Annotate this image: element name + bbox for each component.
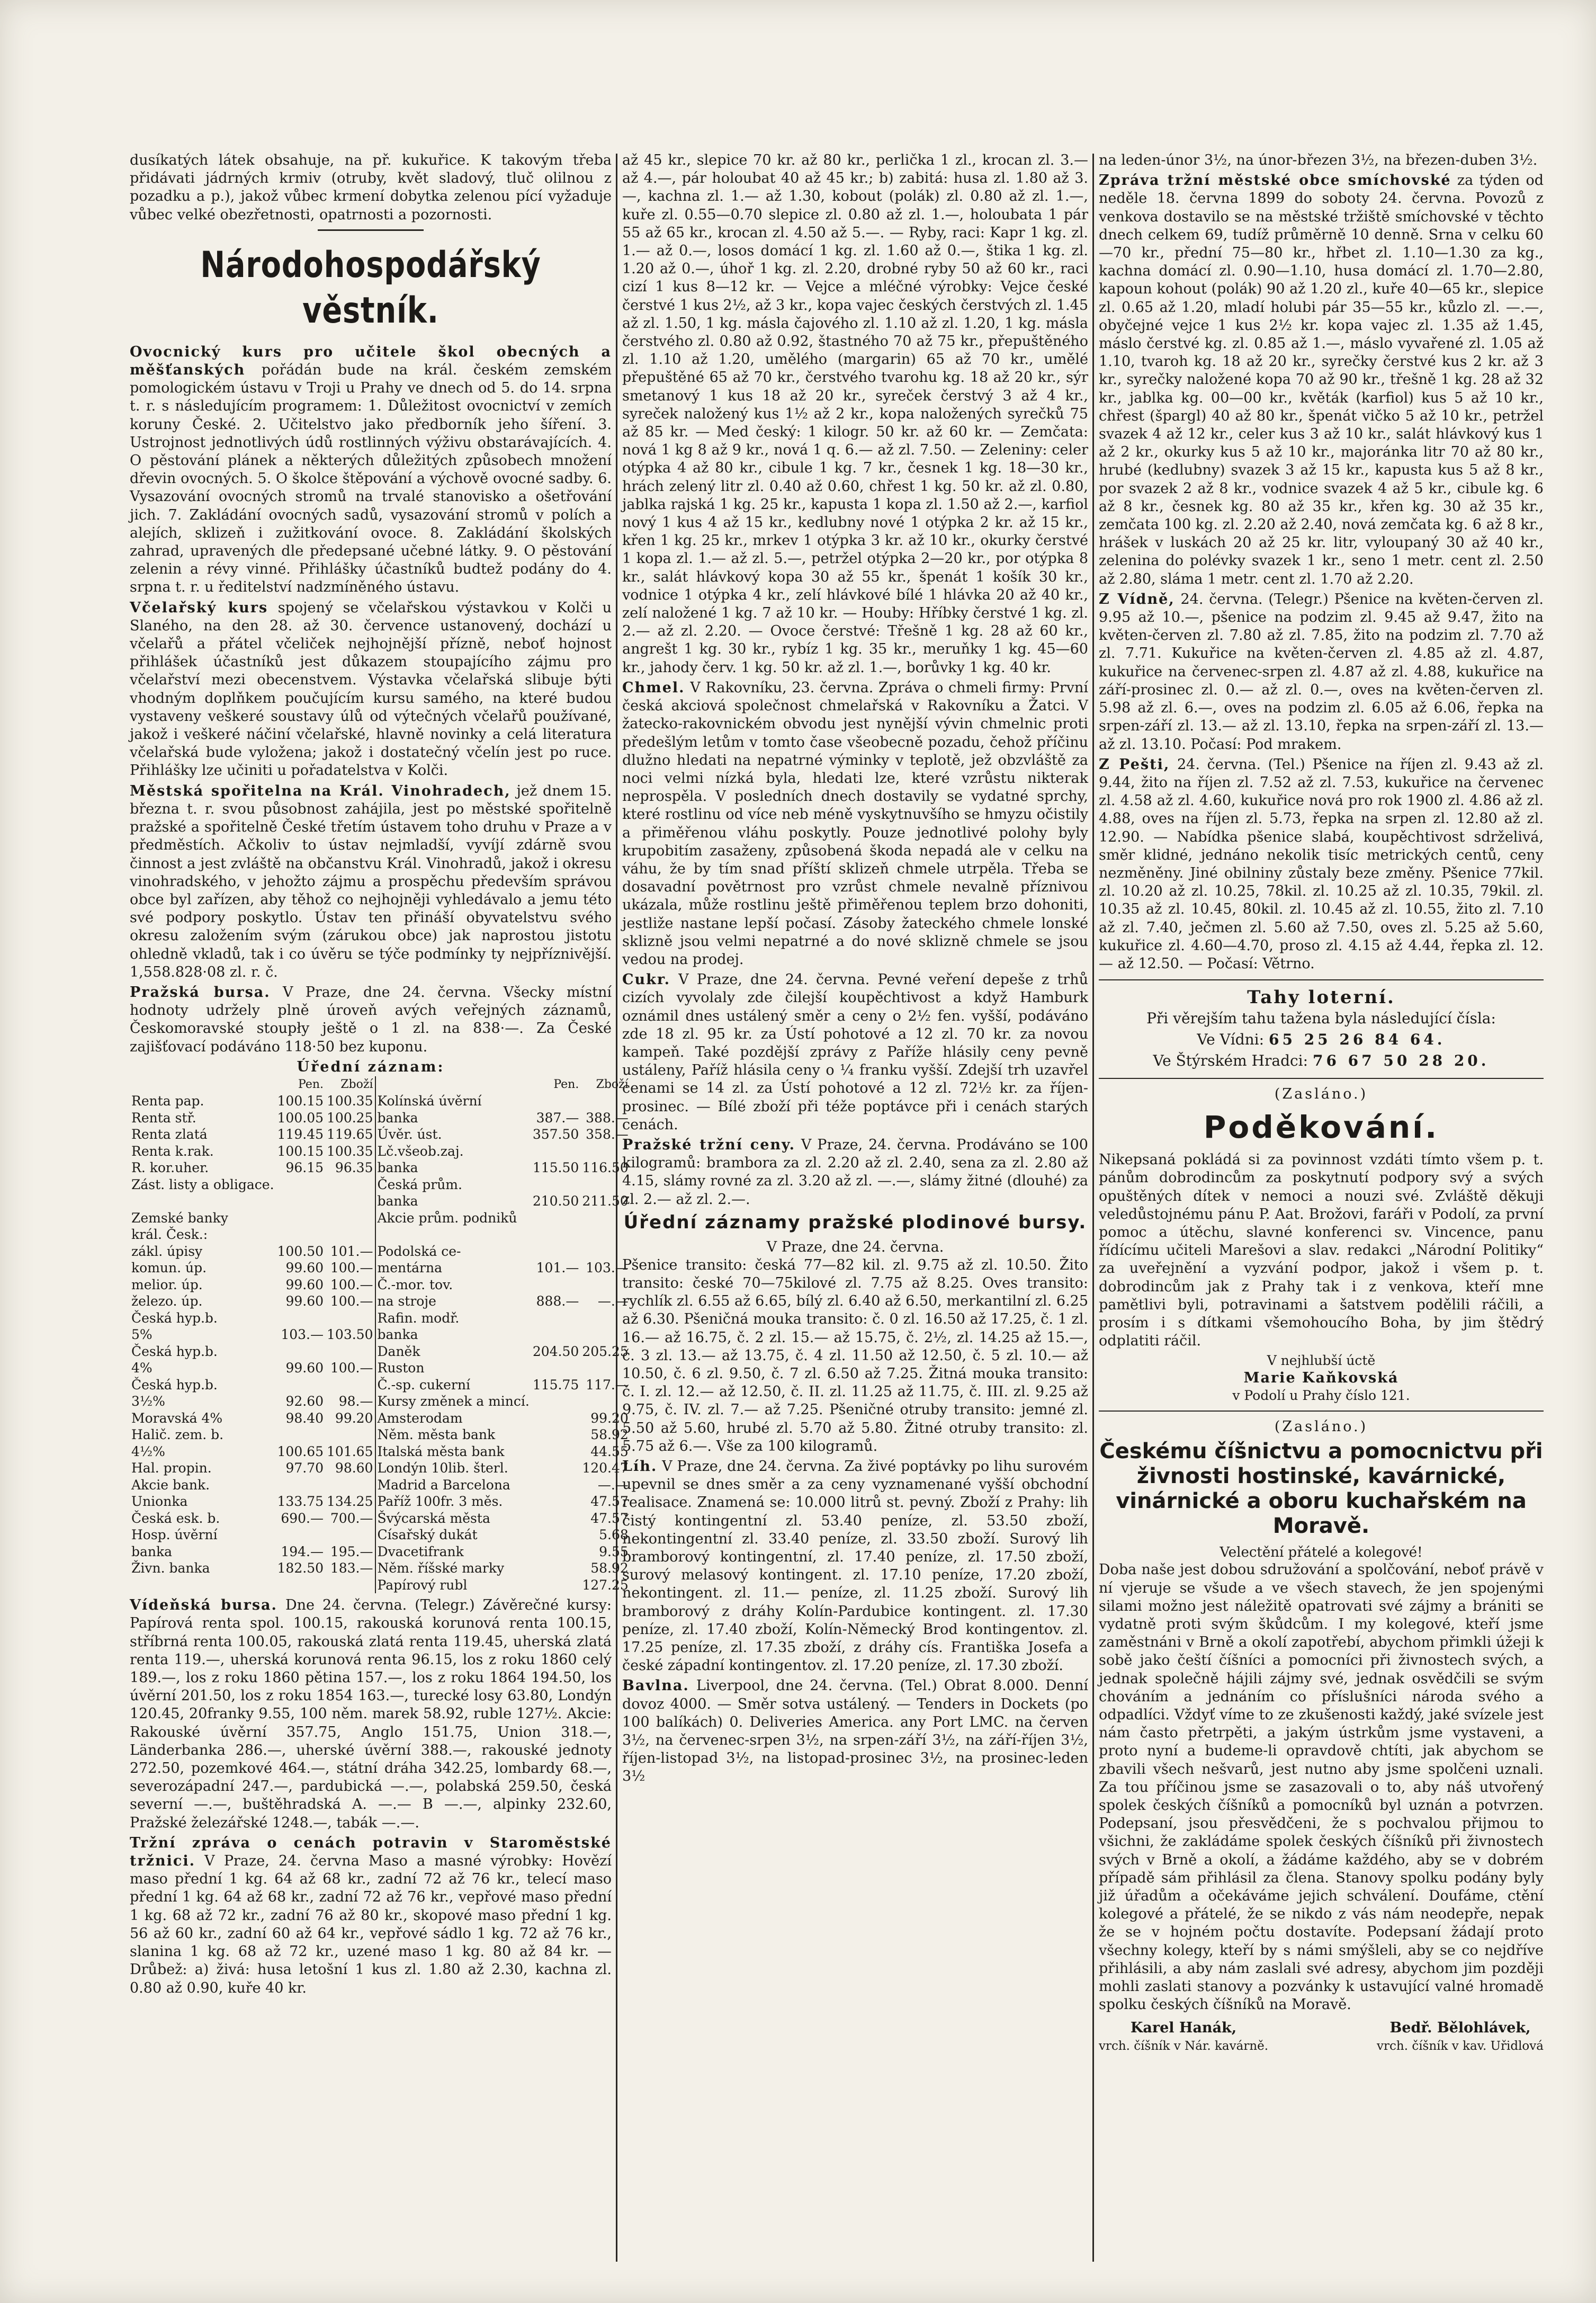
table-cell: 194.— [281, 1543, 324, 1559]
table-cell [531, 1577, 580, 1594]
table-cell: král. Česk.: [131, 1227, 208, 1243]
table-row [130, 1577, 630, 1594]
table-cell: 211.50 [582, 1193, 629, 1209]
table-title: Úřední záznam: [297, 1058, 445, 1075]
article-heading: Ovocnický kurs pro učitele škol obecných a měšťanských [130, 343, 612, 379]
table-row [130, 1477, 630, 1494]
table-cell [276, 1343, 325, 1360]
table-cell [531, 1477, 580, 1494]
table-cell [531, 1393, 580, 1410]
table-cell [531, 1443, 580, 1460]
table-row [130, 1110, 630, 1127]
table-cell [276, 1527, 325, 1543]
table-cell: 103.50 [327, 1327, 373, 1343]
table-row [130, 1493, 630, 1510]
intro-paragraph: dusíkatých látek obsahuje, na př. kukuřice. K takovým třeba přidávati jádrných krmiv (otruby, květ sladový, tluč olilnou z pozadku a p.), jakož vůbec krmení dobytka zelenou pící vyžaduje vůbec velké obezřetnosti, opatrnosti a pozornosti. [130, 152, 612, 223]
table-cell: 127.25 [582, 1577, 629, 1593]
table-row [130, 1510, 630, 1527]
table-cell: banka [375, 1110, 531, 1127]
table-cell: 98.60 [335, 1460, 373, 1476]
table-cell: 47.57 [590, 1494, 629, 1510]
table-cell: banka [131, 1543, 173, 1559]
lottery-box [1099, 987, 1544, 1072]
table-row [130, 1193, 630, 1210]
table-cell: 44.55 [590, 1443, 629, 1459]
table-cell: 210.50 [532, 1193, 579, 1209]
table-cell [276, 1193, 325, 1210]
article-heading: Městská spořitelna na Král. Vinohradech, [130, 782, 511, 799]
table-row [130, 1176, 630, 1193]
article-heading: Bavlna. [622, 1677, 689, 1694]
table-cell: Česká hyp.b. [131, 1310, 218, 1326]
table-cell: 120.47 [582, 1460, 629, 1476]
table-row [130, 1426, 630, 1443]
table-cell: 358.— [586, 1127, 629, 1142]
article-heading: Chmel. [622, 679, 685, 696]
exchange-rates-table [130, 1076, 630, 1594]
table-cell: 387.— [536, 1110, 579, 1126]
table-cell: 96.15 [285, 1160, 324, 1176]
table-row [130, 1360, 630, 1377]
table-cell: Hal. propin. [131, 1460, 212, 1476]
table-cell: Živn. banka [131, 1560, 210, 1576]
table-row [130, 1277, 630, 1293]
table-cell: 700.— [330, 1510, 373, 1526]
table-row [130, 1243, 630, 1260]
market-prices-continued: až 45 kr., slepice 70 kr. až 80 kr., perlička 1 zl., krocan zl. 3.— až 4.—, pár holoubat 40 až 45 kr.; b) zabitá: husa zl. 1.80 až 3.—, kachna zl. 1.— až 1.30, kobout (polák) zl. 0.80 až zl. 1.—, kuře zl. 0.55—0.70 slepice zl. 0.80 až zl. 1.—, holoubata 1 pár 55 až 65 kr., krocan zl. 4.50 až 5.—. — Ryby, raci: Kapr 1 kg. zl. 1.— až 0.—, losos domácí 1 kg. zl. 1.60 až 0.—, štika 1 kg. zl. 1.20 až 0.—, úhoř 1 kg. zl. 2.20, drobné ryby 50 až 60 kr., raci cizí 1 kus 8—12 kr. — Vejce a mléčné výrobky: Vejce české čerstvé 1 kus 2½, až 3 kr., kopa vajec českých čerstvých zl. 1.45 až zl. 1.50, 1 kg. másla čajového zl. 1.10 až zl. 1.20, 1 kg. másla čerstvého zl. 0.80 až 0.92, štastného 70 až 75 kr., přepuštěného zl. 1.10 až 1.20, umělého (margarin) 65 až 70 kr., umělé přepuštěné 65 až 70 kr., čerstvého tvarohu kg. 18 až 20 kr., sýr smetanový 1 kus 18 až 20 kr., syreček čerstvý 3 až 4 kr., syreček naložený kus 1½ až 2 kr., kopa naložených syrečků 75 až 85 kr. — Med český: 1 kilogr. 50 kr. až 60 kr. — Zemčata: nová 1 kg 8 až 9 kr., nová 1 q. 6.— až zl. 7.50. — Zeleniny: celer otýpka 4 až 80 kr., cibule 1 kg. 7 kr., česnek 1 kg. 18—30 kr., hrách zelený litr zl. 0.40 až 0.60, chřest 1 kg. 50 kr. až zl. 0.80, jablka rajská 1 kg. 25 kr., kapusta 1 kopa zl. 1.50 až 2.—, karfiol nový 1 kus 4 až 15 kr., kedlubny nové 1 otýpka 2 kr. až 15 kr., křen 1 kg. 25 kr., mrkev 1 otýpka 3 kr. až 10 kr., okurky čerstvé 1 kopa zl. 1.— až zl. 5.—, petržel otýpka 2—20 kr., por otýpka 8 kr., salát hlávkový kopa 30 až 55 kr., špenát 1 košík 30 kr., vodnice 1 otýpka 4 kr., zelí hlávkové bílé 1 hlávka 20 až 40 kr., zelí naložené 1 kg. 7 až 10 kr. — Houby: Hříbky čerstvé 1 kg. zl. 2.— až zl. 2.20. — Ovoce čerstvé: Třešně 1 kg. 28 až 60 kr., angrešt 1 kg. 30 kr., rybíz 1 kg. 35 kr., meruňky 1 kg. 45—60 kr., jahody červ. 1 kg. 50 kr. až zl. 1.—, borůvky 1 kg. 40 kr. [622, 152, 1088, 676]
article-heading: Líh. [622, 1458, 658, 1475]
table-cell [276, 1226, 325, 1243]
table-cell [130, 1577, 276, 1594]
table-cell [531, 1510, 580, 1527]
column-header: Zboží [596, 1077, 629, 1091]
table-cell [531, 1410, 580, 1427]
lottery-label: Ve Štýrském Hradci: [1153, 1052, 1308, 1070]
table-cell: 100.25 [327, 1110, 373, 1126]
table-cell: na stroje [375, 1293, 531, 1310]
table-cell: Kolínská úvěrní [375, 1093, 531, 1110]
table-cell: 205.25 [582, 1343, 629, 1359]
table-cell: Švýcarská města [375, 1510, 531, 1527]
column-rule [1092, 154, 1094, 2262]
table-row [130, 1326, 630, 1343]
table-cell: Amsterodam [375, 1410, 531, 1427]
article-market-report [130, 1834, 612, 1997]
table-cell: 115.75 [532, 1377, 579, 1392]
table-cell: 100.65 [277, 1443, 324, 1459]
article-body: jež dnem 15. března t. r. svou působnost zahájila, jest po městské spořitelně pražské a spořitelně České třetím ústavem toho druhu v Praze a v předměstích. Ačkoliv to ústav nejmladší, vyvíjí zdárně svou činnost a jest zvláště na občanstvu Král. Vinohradů, jakož i okresu vinohradského, v jehožto zájmu a prospěchu především správou obce byl zařízen, aby těhož co nejhojněji vyhledávalo a jemu této své podpory poskytlo. Ústav ten přináší obyvatelstvu svého okresu založením svým (zárukou obce) jak naprostou jistotu ohledně vkladů, tak i co úvěru se týče podmínky ty nejpříznivější. 1,558.828·08 zl. r. č. [130, 782, 612, 980]
article-body: Liverpool, dne 24. června. (Tel.) Obrat 8.000. Denní dovoz 4000. — Směr sotva ustálený. — Tenders in Dockets (po 100 balíkách) 0. Deliveries America. any Port LMC. na červen 3½, na červenec-srpen 3½, na srpen-září 3½, na září-říjen 3½, říjen-listopad 3½, na listopad-prosinec 3½, na prosinec-leden 3½ [622, 1677, 1088, 1785]
table-row [130, 1310, 630, 1327]
article-grain-exchange: Pšenice transito: česká 77—82 kil. zl. 9.75 až zl. 10.50. Žito transito: české 70—75kilové zl. 7.75 až 8.25. Oves transito: rychlík zl. 6.55 až 6.65, bílý zl. 6.40 až 6.50, merkantilní zl. 6.25 až 6.30. Pšeničná mouka transito: č. 0 zl. 16.50 až 17.25, č. 1 zl. 16.— až 16.75, č. 2 zl. 15.— až 15.75, č. 2½, zl. 14.25 až 15.—, č. 3 zl. 13.— až 13.75, č. 4 zl. 11.50 až 12.50, č. 5 zl. 10.— až 10.50, č. 6 zl. 9.50, č. 7 zl. 6.50 až 7.25. Žitná mouka transito: č. I. zl. 12.— až 12.50, č. II. zl. 11.25 až 11.75, č. III. zl. 9.25 až 9.75, č. IV. zl. 7.— až 7.25. Pšeničné otruby transito: jemné zl. 5.50 až 5.60, hrubé zl. 5.70 až 5.80. Žitné otruby transito: zl. 5.75 až 6.—. Vše za 100 kilogramů. [622, 1256, 1088, 1454]
column-3 [1099, 151, 1544, 2265]
article-heading: Úřední záznamy pražské plodinové bursy. [623, 1211, 1087, 1233]
table-cell: banka [375, 1326, 531, 1343]
article-hops [622, 679, 1088, 969]
table-row [130, 1143, 630, 1160]
table-cell: 100.— [330, 1293, 373, 1309]
table-cell: 888.— [536, 1293, 579, 1309]
thanks-body: Nikepsaná pokládá si za povinnost vzdáti tímto všem p. t. pánům dobrodincům za poskytnutí podpory svý a svých opuštěných dítek v nemoci a nouzi své. Zvláště děkuji veledůstojnému pánu P. Aat. Brožovi, faráři v Podolí, za první pomoc a útěchu, slavné konferenci sv. Vincence, panu řídícímu učiteli Marešovi a slav. redakci „Národní Politiky“ za uveřejnění a vyzvání podpor, jakož i všem p. t. dobrodincům jak z Prahy tak i z venkova, kteří mne pamětlivi byli, potravinami a šatstvem podělili ráčili, a prosím i s dítkami všemohoucího Boha, by jim štědrý odplatiti ráčil. [1099, 1152, 1544, 1350]
lottery-intro: Při věrejším tahu tažena byla následující čísla: [1146, 1010, 1496, 1028]
thanks-signature: Marie Kaňkovská [1243, 1370, 1399, 1387]
table-cell [325, 1210, 375, 1227]
table-cell [325, 1477, 375, 1494]
table-cell: 101.— [536, 1260, 579, 1276]
article-heading: Pražská bursa. [130, 984, 271, 1001]
lottery-title: Tahy loterní. [1247, 987, 1395, 1008]
table-cell: 101.65 [327, 1443, 373, 1459]
article-pest-grain [1099, 756, 1544, 973]
article-body: 24. června. (Telegr.) Pšenice na květen-červen zl. 9.95 až 10.—, pšenice na podzim zl. 9.45 až 9.47, žito na květen-červen zl. 7.80 až zl. 7.85, žito na podzim zl. 7.70 až zl. 7.71. Kukuřice na květen-červen zl. 4.85 až zl. 4.87, kukuřice na červenec-srpen zl. 4.87 až zl. 4.88, kukuřice na září-prosinec zl. 0.— až zl. 0.—, oves na květen-červen zl. 5.98 až zl. 6.—, oves na podzim zl. 6.05 až 6.06, řepka na srpen-září zl. 13.— až zl. 13.10, řepka na srpen-září zl. 13.— až zl. 13.10. Počasí: Pod mrakem. [1099, 591, 1544, 753]
table-cell: Zemské banky [131, 1210, 228, 1226]
table-cell: 183.— [330, 1560, 373, 1576]
table-cell: Akcie bank. [131, 1477, 210, 1493]
table-cell: Papírový rubl [375, 1577, 531, 1594]
article-body: V Praze, 24. června. Prodáváno se 100 kilogramů: brambora za zl. 2.20 až zl. 2.40, sena za zl. 2.80 až 4.15, slámy rovné za zl. 3.20 až zl. —.—, slámy žitné (dlouhé) za zl. 2.— až zl. 2.—. [622, 1136, 1088, 1208]
table-cell: 116.50 [582, 1160, 629, 1176]
table-row [130, 1210, 630, 1227]
table-cell [531, 1493, 580, 1510]
table-cell: 204.50 [532, 1343, 579, 1359]
table-cell [276, 1477, 325, 1494]
table-cell: 119.65 [327, 1127, 373, 1142]
article-body: 24. června. (Tel.) Pšenice na říjen zl. 9.43 až zl. 9.44, žito na říjen zl. 7.52 až zl. 7.53, kukuřice na červenec zl. 4.58 až zl. 4.60, kukuřice nová pro rok 1900 zl. 4.86 až zl. 4.88, oves na říjen zl. 5.73, řepka na srpen zl. 12.80 až zl. 12.90. — Nabídka pšenice slabá, koupěchtivost sdrželivá, směr klidné, jednáno nekolik tisíc metrických centů, ceny nezměněny. Jiné obilniny zůstaly beze změny. Pšenice 77kil. zl. 10.20 až zl. 10.25, 78kil. zl. 10.25 až zl. 10.35, 79kil. zl. 10.35 až zl. 10.45, 80kil. zl. 10.45 až zl. 10.55, žito zl. 7.10 až zl. 7.40, ječmen zl. 5.60 až 7.50, oves zl. 5.25 až 5.60, kukuřice zl. 4.60—4.70, proso zl. 4.15 až 4.44, řepka zl. 12.— až 12.50. — Počasí: Větrno. [1099, 756, 1544, 972]
table-cell [531, 1460, 580, 1477]
table-cell [531, 1143, 580, 1160]
table-cell: Akcie prům. podniků [375, 1210, 531, 1227]
table-header-row [130, 1076, 630, 1093]
article-body: za týden od neděle 18. června 1899 do soboty 24. června. Povozů z venkova dostavilo se na městské tržiště smíchovské v těchto dnech celkem 69, tudíž průměrně 10 denně. Srna v celku 60—70 kr., přední 75—80 kr., hřbet zl. 1.10—1.30 za kg., kachna domácí zl. 0.90—1.10, husa domácí zl. 1.70—2.80, kapoun kohout (polák) 90 až 1.20 zl., kuře 40—65 kr., slepice zl. 0.65 až 1.20, mladí holubi pár 35—55 kr., kůzlo zl. —.—, obyčejné vejce 1 kus 2½ kr. kopa vajec zl. 1.35 až 1.45, máslo čerstvé kg. zl. 0.85 až 1.—, máslo vyvařené zl. 1.05 až 1.10, tvaroh kg. 18 až 20 kr., syrečky čerstvé kus 2 kr. až 3 kr., syrečky naložené kopa 70 až 90 kr., třešně 1 kg. 28 až 32 kr., jablka kg. 00—00 kr., květák (karfiol) kus 5 až 10 kr., chřest (špargl) 40 až 80 kr., špenát vičko 5 až 10 kr., petržel svazek 4 až 12 kr., celer kus 3 až 10 kr., salát hlávkový kus 1 až 2 kr., okurky kus 5 až 10 kr., majoránka litr 70 až 80 kr., hrubé (kedlubny) svazek 3 až 15 kr., kapusta kus 5 až 8 kr., por svazek 2 až 8 kr., vodnice svazek 4 až 5 kr., cibule kg. 6 až 8 kr., česnek kg. 80 až 35 kr., křen kg. 30 až 35 kr., zemčata 100 kg. zl. 2.20 až 2.40, nová zemčata kg. 6 až 8 kr., hrášek v luskách 20 až 25 kr. litr, vyloupaný 30 až 40 kr., zelenina do polévky svazek 1 kr., seno 1 metr. cent zl. 2.50 až 2.80, sláma 1 metr. cent zl. 1.70 až 2.20. [1099, 172, 1544, 587]
table-cell: —.— [597, 1293, 629, 1309]
table-cell: Renta stř. [131, 1110, 196, 1126]
table-cell [531, 1176, 580, 1193]
table-cell: 58.92 [590, 1560, 629, 1576]
table-cell: 103.— [586, 1260, 629, 1276]
table-cell: Dvacetifrank [375, 1543, 531, 1560]
table-row [130, 1460, 630, 1477]
table-cell [276, 1210, 325, 1227]
table-cell: 119.45 [277, 1127, 324, 1142]
article-prague-exchange [130, 984, 612, 1056]
table-cell [531, 1543, 580, 1560]
article-prague-prices [622, 1136, 1088, 1209]
table-cell: 99.60 [285, 1260, 324, 1276]
table-cell: 195.— [330, 1543, 373, 1559]
article-heading: Pražské tržní ceny. [622, 1136, 795, 1153]
table-cell: Podolská ce- [375, 1243, 531, 1260]
table-cell [325, 1426, 375, 1443]
divider [1099, 1078, 1544, 1079]
table-cell: 100.15 [277, 1093, 324, 1109]
divider [1099, 1411, 1544, 1412]
column-header [375, 1076, 531, 1093]
signer-role: vrch. číšník v kav. Uřidlová [1377, 2039, 1544, 2054]
article-body: V Praze, 24. června Maso a masné výrobky: Hovězí maso přední 1 kg. 64 až 68 kr., zadní 72 až 76 kr., telecí maso přední 1 kg. 64 až 68 kr., zadní 72 až 76 kr., vepřové maso přední 1 kg. 68 až 72 kr., zadní 76 až 80 kr., skopové maso přední 1 kg. 56 až 60 kr., zadní 60 až 64 kr., vepřové sádlo 1 kg. 72 až 76 kr., slanina 1 kg. 68 až 72 kr., uzené maso 1 kg. 80 až 84 kr. — Drůbež: a) živá: husa letošní 1 kus zl. 1.80 až 2.30, kachna zl. 0.80 až 0.90, kuře 40 kr. [130, 1853, 612, 1996]
table-cell: 100.— [330, 1360, 373, 1376]
article-vienna-grain [1099, 591, 1544, 754]
table-cell: Ruston [375, 1360, 531, 1377]
divider [318, 229, 424, 231]
table-cell: Renta pap. [131, 1093, 204, 1109]
table-cell [325, 1193, 375, 1210]
table-cell: 99.20 [590, 1410, 629, 1426]
table-cell: melior. úp. [131, 1277, 203, 1292]
signature-right [1377, 2019, 1544, 2055]
table-cell [531, 1226, 580, 1243]
article-body: spojený se včelařskou výstavkou v Kolči u Slaného, na den 28. až 30. července ustanovený, dochází u včelařů a přátel včeliček nejhojnější přízně, neboť hojnost přihlášek účastníků jest důkazem stoupajícího zájmu pro včelařství mezi obecenstvem. Výstavka včelařská slibuje býti vhodným doplňkem poučujícím kursu samého, na které budou vystaveny veškeré soustavy úlů od výtečných včelařů používané, jakož i veškeré náčiní včelařské, hlavně novinky a celá literatura včelařská bude vyložena; jakož i dostatečný včelín jest po ruce. Přihlášky lze učiniti u pořadatelstva v Kolči. [130, 599, 612, 779]
lottery-wien [1099, 1029, 1544, 1050]
article-body: Dne 24. června. (Telegr.) Závěrečné kursy: Papírová renta spol. 100.15, rakouská korunová renta 100.15, stříbrná renta 100.05, rakouská zlatá renta 119.45, uherská zlatá renta 119.—, uherská korunová renta 96.15, los z roku 1860 celý 189.—, los z roku 1860 pětina 157.—, los z roku 1864 194.50, los úvěrní 201.50, los z roku 1854 163.—, turecké losy 63.80, Londýn 120.45, 20franky 9.55, 100 něm. marek 58.92, ruble 127½. Akcie: Rakouské úvěrní 357.75, Anglo 151.75, Union 318.—, Länderbanka 286.—, uherské úvěrní 388.—, rakouské jednoty 272.50, pozemkové 464.—, státní dráha 342.25, lombardy 68.—, severozápadní 247.—, pardubická —.—, polabská 259.50, česká severní —.—, buštěhradská A. —.— B —.—, alpinky 232.60, Pražské železářské 1248.—, tabák —.—. [130, 1597, 612, 1831]
table-cell: komun. úp. [131, 1260, 207, 1276]
table-row [130, 1293, 630, 1310]
table-cell: 115.50 [532, 1160, 579, 1176]
table-cell: Něm. říšské marky [375, 1560, 531, 1577]
table-cell [531, 1560, 580, 1577]
table-row [130, 1260, 630, 1277]
table-cell [531, 1243, 580, 1260]
table-cell [276, 1426, 325, 1443]
table-cell: Moravská 4% [131, 1410, 223, 1426]
table-cell: banka [375, 1193, 531, 1210]
table-row [130, 1159, 630, 1176]
article-vienna-exchange [130, 1596, 612, 1832]
table-cell: 182.50 [277, 1560, 324, 1576]
divider [1099, 979, 1544, 980]
article-heading: Cukr. [622, 971, 670, 988]
table-cell: Česká hyp.b. [131, 1377, 218, 1392]
table-row [130, 1410, 630, 1427]
table-cell: Londýn 10lib. šterl. [375, 1460, 531, 1477]
table-cell [531, 1326, 580, 1343]
table-row [130, 1393, 630, 1410]
table-cell: 100.35 [327, 1093, 373, 1109]
notice-title: Českému číšnictvu a pomocnictvu při živnosti hostinské, kavárnické, vinárnické a oboru kuchařském na Moravě. [1099, 1439, 1543, 1539]
table-cell: 134.25 [327, 1494, 373, 1510]
table-cell [325, 1343, 375, 1360]
article-bee-course [130, 599, 612, 780]
table-row [130, 1560, 630, 1577]
column-1 [130, 151, 629, 2265]
table-cell [276, 1577, 325, 1594]
table-cell: Něm. města bank [375, 1426, 531, 1443]
lottery-numbers: 65 25 26 84 64. [1268, 1031, 1446, 1049]
table-cell: Daněk [375, 1343, 531, 1360]
table-cell: 103.— [281, 1327, 324, 1343]
table-row [130, 1543, 630, 1560]
table-cell [325, 1176, 375, 1193]
column-header: Zboží [340, 1077, 373, 1091]
table-cell: 98.40 [285, 1410, 324, 1426]
article-heading: Z Pešti, [1099, 756, 1170, 773]
table-cell: Kursy změnek a mincí. [375, 1393, 531, 1410]
table-cell: 690.— [281, 1510, 324, 1526]
table-cell: železo. úp. [131, 1293, 203, 1309]
article-heading: Včelařský kurs [130, 599, 268, 616]
table-cell: 99.60 [285, 1277, 324, 1292]
table-cell: 100.— [330, 1260, 373, 1276]
table-cell: 98.— [338, 1394, 373, 1409]
table-cell: 388.— [586, 1110, 629, 1126]
thanks-closing: V nejhlubší úctě [1267, 1353, 1376, 1369]
column-header: Pen. [553, 1077, 579, 1091]
table-cell: 99.20 [335, 1410, 373, 1426]
table-cell [531, 1527, 580, 1543]
table-cell: Madrid a Barcelona [375, 1477, 531, 1494]
table-cell [531, 1310, 580, 1327]
article-spirits [622, 1458, 1088, 1675]
table-cell: Úvěr. úst. [375, 1126, 531, 1143]
table-cell: Italská města bank [375, 1443, 531, 1460]
thanks-address: v Podolí u Prahy číslo 121. [1232, 1388, 1410, 1404]
table-cell: —.— [597, 1477, 629, 1493]
lottery-label: Ve Vídni: [1197, 1031, 1265, 1049]
table-cell [531, 1426, 580, 1443]
table-cell [531, 1093, 580, 1110]
notice-signatures [1099, 2019, 1544, 2055]
table-cell [531, 1277, 580, 1293]
article-heading: Vídeňská bursa. [130, 1597, 277, 1614]
table-cell: Rafin. modř. [375, 1310, 531, 1327]
article-savings-bank [130, 782, 612, 981]
article-body: V Praze, dne 24. června. Všecky místní hodnoty udržely plně úroveň avých veřejných záznamů, Českomoravské stoupły ještě o 1 zl. na 838·—. Za České zajišťovací podáváno 118·50 bez kuponu. [130, 984, 612, 1055]
table-row [130, 1377, 630, 1394]
table-cell: 99.60 [285, 1360, 324, 1376]
lottery-numbers: 76 67 50 28 20. [1312, 1052, 1490, 1070]
article-body: V Praze, dne 24. června. Pevné veření depeše z trhů cizích vyvolaly zde čilejší koupěchtivost a když Hamburk oznámil dnes ustálený směr a ceny o 2½ fen. vyšší, podáváno zde 18 zl. 95 kr. za Ústí pohotové a 12 zl. 70 kr. za novou kampeň. Také pozdější zprávy z Paříže hlásily ceny pevně ustáleny, Paříž hlásila ceny o ¼ franku vyšší. Zdejší trh uzavřel cenami se 14 zl. za Ústí pohotové a 12 zl. 72½ kr. za říjen-prosinec. — Bílé zboží při téže poptávce při i cenách starých cenách. [622, 971, 1088, 1133]
table-cell: 100.50 [277, 1243, 324, 1259]
table-cell: Halič. zem. b. [131, 1427, 224, 1443]
table-cell [276, 1310, 325, 1327]
signer-name: Bedř. Bělohlávek, [1389, 2020, 1531, 2037]
table-cell: 100.35 [327, 1143, 373, 1159]
column-2 [622, 151, 1088, 2265]
table-cell: Č.-mor. tov. [375, 1277, 531, 1293]
table-cell: 58.92 [590, 1427, 629, 1443]
table-cell: Císařský dukát [375, 1527, 531, 1543]
signer-role: vrch. číšník v Nár. kavárně. [1099, 2039, 1269, 2054]
table-cell: Česká prům. [375, 1176, 531, 1193]
table-row [130, 1126, 630, 1143]
table-cell [325, 1577, 375, 1594]
table-cell [531, 1210, 580, 1227]
table-cell: 100.15 [277, 1143, 324, 1159]
article-heading: Zpráva tržní městské obce smíchovské [1099, 172, 1451, 189]
table-row [130, 1226, 630, 1243]
table-cell: Česká hyp.b. [131, 1343, 218, 1359]
zaslano-label: (Zasláno.) [1274, 1418, 1368, 1435]
table-cell: 97.70 [285, 1460, 324, 1476]
table-cell: 92.60 [285, 1394, 324, 1409]
table-cell: 5% [131, 1327, 153, 1343]
table-cell: 4% [131, 1360, 153, 1376]
table-cell: Unionka [131, 1494, 188, 1510]
article-dateline: V Praze, dne 24. června. [766, 1238, 944, 1255]
table-cell: Renta zlatá [131, 1127, 208, 1142]
table-cell: 101.— [330, 1243, 373, 1259]
table-row [130, 1527, 630, 1543]
article-smichov-market [1099, 172, 1544, 588]
signature-left [1099, 2019, 1268, 2055]
article-body: V Praze, dne 24. června. Za živé poptávky po lihu surovém upevnil se dnes směr a za ceny vyznamenané vyšší obchodní realisace. Znamená se: 10.000 litrů st. pevný. Zboží z Prahy: lih čistý kontingentní zl. 53.40 peníze, zl. 53.50 zboží, nekontingentní zl. 33.40 peníze, zl. 33.50 zboží. Surový lih bramborový kontingentní, zl. 17.40 peníze, zl. 17.50 zboží, surový melasový kontingent. zl. 17.10 peníze, 17.20 zboží, nekontingent. zl. 11.— peníze, zl. 11.25 zboží. Surový lih bramborový z dráhy Kolín-Pardubice kontingent. zl. 17.30 peníze, zl. 17.40 zboží, Kolín-Německý Brod kontingentov. zl. 17.25 peníze, zl. 17.35 zboží, z dráhy cís. Františka Josefa a české západní kontingentov. zl. 17.20 peníze, zl. 17.30 zboží. [622, 1458, 1088, 1674]
table-row [130, 1443, 630, 1460]
article-heading: Tržní zpráva o cenách potravin v Staroměstské tržnici. [130, 1834, 612, 1870]
table-cell [325, 1310, 375, 1327]
table-cell: 100.— [330, 1277, 373, 1292]
article-body: pořádán bude na král. českém zemském pomologickém ústavu v Troji u Prahy ve dnech od 5. do 14. srpna t. r. s následujícím programem: 1. Důležitost ovocnictví v zemích koruny České. 2. Učitelstvo jako předborník jeho šíření. 3. Ustrojnost jednotlivých údů rostlinných výživu obstarávajících. 4. O pěstování plánek a některých důležitých způsobech množení dřevin ovocných. 5. O školce štěpování a výchově ovocné sadby. 6. Vysazování ovocných stromů na trvalé stanovisko a ošetřování jich. 7. Zakládání ovocných sadů, vysazování stromů v polích a alejích, sklizeň i zužitkování ovoce. 8. Zakládání školských zahrad, upravených dle předepsané učebné látky. 9. O pěstování zelenin a révy vinné. Přihlášky účastníků budtež podány do 4. srpna t. r. u ředitelství nadzmíněného ústavu. [130, 362, 612, 596]
table-row [130, 1343, 630, 1360]
table-cell [531, 1360, 580, 1377]
article-heading: Z Vídně, [1099, 591, 1175, 608]
table-cell: Česká esk. b. [131, 1510, 220, 1526]
table-cell [325, 1226, 375, 1243]
notice-greeting: Velectění přátelé a kolegové! [1220, 1545, 1423, 1561]
table-cell [375, 1226, 531, 1243]
table-cell: 357.50 [532, 1127, 579, 1142]
signer-name: Karel Hanák, [1130, 2020, 1237, 2037]
table-cell: 133.75 [277, 1494, 324, 1510]
table-cell [130, 1193, 276, 1210]
table-cell: Zást. listy a obligace. [131, 1176, 274, 1192]
lottery-styr [1099, 1050, 1544, 1072]
table-cell: 4½% [131, 1443, 165, 1459]
article-body: V Rakovníku, 23. června. Zpráva o chmeli firmy: První česká akciová společnost chmelařská v Rakovníku a Žatci. V žatecko-rakovnickém obvodu jest nynější vývin chmelnic proti předešlým letům v tomto čase všeobecně pozadu, čehož příčinu dlužno hledati na nepatrné výminky v teplotě, jež obzvláště za noci velmi nízká byla, hledati lze, které vzrůstu nikterak neprospěla. V posledních dnech dostavily se vydatné sprchy, které rostlinu od více neb méně vyskytnuvšího se hmyzu očistily a přiměřenou vláhu poskytly. Pouze jednotlivé polohy byly krupobitím zasaženy, způsobená škoda nepadá ale v celku na váhu, že by tím snad příští sklizeň chmele utrpěla. Třeba se dosavadní povětrnost pro vzrůst chmele nevalně příznivou ukázala, může rostlinu ještě přiměřenou teplem brzo dohoniti, jestliže nastane lepší počasí. Zásoby žateckého chmele lonské sklizně jsou velmi nepatrné a do nové sklizně chmele se jsou vedou na prodej. [622, 679, 1088, 968]
article-cotton [622, 1677, 1088, 1786]
notice-body: Doba naše jest dobou sdružování a spolčování, neboť právě v ní vjeruje se všude a ve všech stavech, že jen spojenými silami možno jest náležitě opatrovati své zájmy a brániti se vydatně proti svým škůdcům. I my kolegové, kteří jsme zaměstnáni v Brně a okolí zapotřebí, abychom přimkli úžeji k sobě jako čeští číšníci a pomocníci při živnostech svých, a jednak společně hájili zájmy své, jednak osvědčili se svým chováním a jednáním co příslušníci národa svého a odpadlíci. Vždyť víme to ze zkušenosti každý, jaké svízele jest nám často přetrpěti, a jakým ústrkům jsme vystaveni, a proto nyní a budeme-li opravdově chtíti, jak abychom se zbavili všech nešvarů, jest nutno aby jsme spolčeni uznali. Za tou příčinou jsme se zasazovali o to, aby náš utvořený spolek českých číšníků a pomocníků byl uznán a potvrzen. Podepsaní, jsou přesvědčeni, že s pochvalou přijmou to všichni, že zakládáme spolek českých číšníků při živnostech svých v Brně a okolí, a žádáme každého, aby se v dobrém případě sám přihlásil za člena. Stanovy spolku podány byly již úřadům a očekáváme jejich schválení. Doufáme, ctění kolegové a přátelé, že se nikdo z vás nám neodepře, nepak že se v hojném počtu dostavíte. Podepsaní žádají proto všechny kolegy, kteří by s námi smýšleli, aby se co nejdříve přihlásili, a aby nám zaslali své adresy, abychom jim později mohli zaslati stanovy a pozvánky k ustavující valné hromadě spolku českých číšníků na Moravě. [1099, 1561, 1544, 2013]
table-cell: Č.-sp. cukerní [375, 1377, 531, 1394]
table-cell: Paříž 100fr. 3 měs. [375, 1493, 531, 1510]
table-cell: Lč.všeob.zaj. [375, 1143, 531, 1160]
article-sugar [622, 971, 1088, 1134]
table-cell: R. kor.uher. [131, 1160, 209, 1176]
table-row [130, 1093, 630, 1110]
table-cell: mentárna [375, 1260, 531, 1277]
section-title: Národohospodářský věstník. [200, 244, 541, 332]
zaslano-label: (Zasláno.) [1274, 1086, 1368, 1103]
table-cell: zákl. úpisy [131, 1243, 203, 1259]
table-cell: 96.35 [335, 1160, 373, 1176]
table-cell: 100.05 [277, 1110, 324, 1126]
article-fruit-course [130, 343, 612, 597]
table-cell: 99.60 [285, 1293, 324, 1309]
table-cell: banka [375, 1159, 531, 1176]
thanks-title: Poděkování. [1203, 1109, 1439, 1146]
table-cell [276, 1176, 325, 1193]
table-cell: 47.57 [590, 1510, 629, 1526]
table-cell: Renta k.rak. [131, 1143, 214, 1159]
table-cell: 5.68 [599, 1527, 629, 1543]
cotton-continued: na leden-únor 3½, na únor-březen 3½, na březen-duben 3½. [1099, 152, 1538, 168]
table-cell: Hosp. úvěrní [131, 1527, 218, 1543]
table-cell: 3½% [131, 1394, 165, 1409]
table-cell: 117.— [586, 1377, 629, 1392]
column-header: Pen. [298, 1077, 324, 1091]
table-cell: 9.55 [599, 1543, 629, 1559]
column-header [130, 1076, 276, 1093]
table-cell [325, 1377, 375, 1394]
table-cell [276, 1377, 325, 1394]
table-cell [325, 1527, 375, 1543]
